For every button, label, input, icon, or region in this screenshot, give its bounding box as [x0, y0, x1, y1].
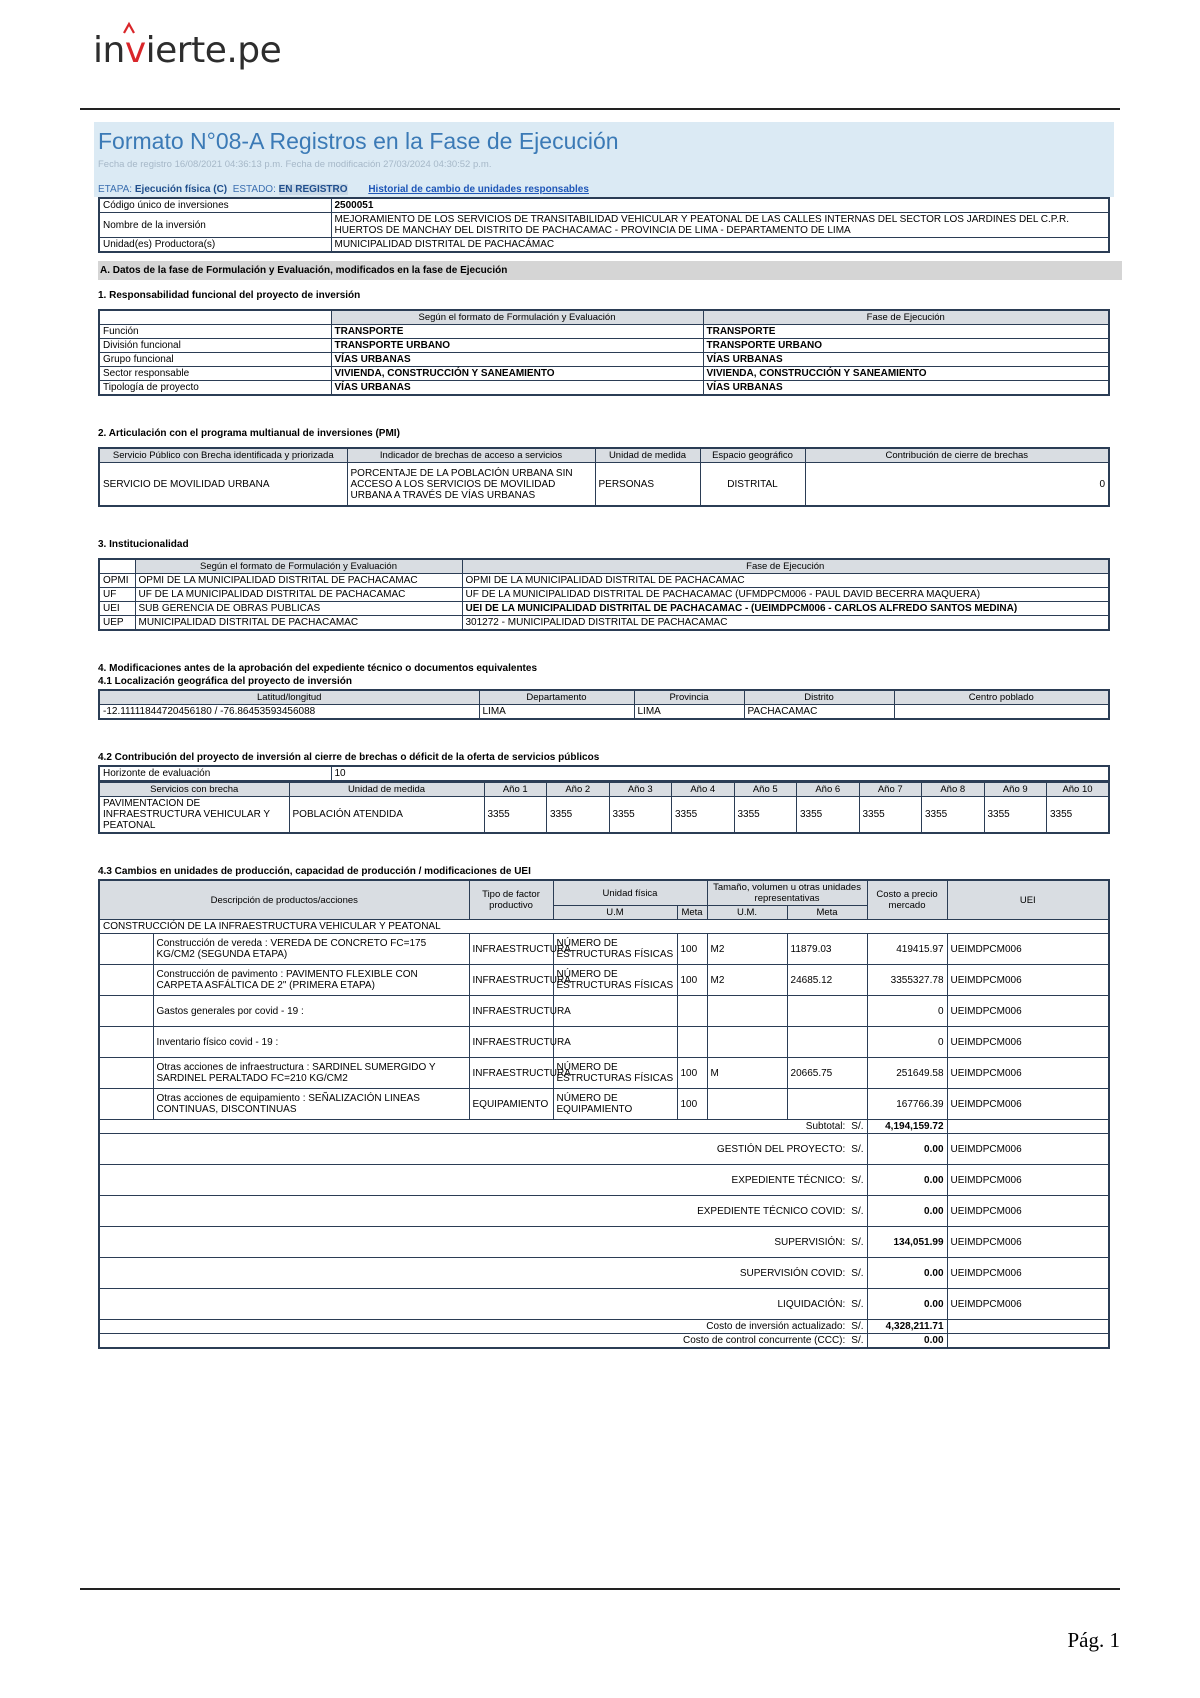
uei-cell [947, 1120, 1109, 1134]
column-header: Espacio geográfico [700, 448, 805, 463]
column-header: Año 9 [984, 783, 1047, 797]
row-label: UEI [99, 602, 135, 616]
product-row [99, 996, 1109, 1027]
column-header: Latitud/longitud [99, 690, 479, 705]
ejecucion-value: VÍAS URBANAS [703, 381, 1109, 396]
total-label-text: Costo de control concurrente (CCC): [682, 1335, 846, 1346]
uei-cell: UEIMDPCM006 [947, 965, 1109, 996]
total-row [99, 1196, 1109, 1227]
meta2-cell [787, 1089, 867, 1120]
tipo-cell: INFRAESTRUCTURA [469, 1027, 553, 1058]
total-label-text: SUPERVISIÓN: [774, 1236, 846, 1248]
tipo-cell: INFRAESTRUCTURA [469, 996, 553, 1027]
uei-cell: UEIMDPCM006 [947, 1089, 1109, 1120]
uei-cell: UEIMDPCM006 [947, 1027, 1109, 1058]
servicio-cell: PAVIMENTACION DE INFRAESTRUCTURA VEHICULAR Y PEATONAL [99, 797, 289, 834]
s2-title: 2. Articulación con el programa multianual de inversiones (PMI) [98, 428, 400, 439]
table-cell: PERSONAS [595, 463, 700, 507]
s1-title: 1. Responsabilidad funcional del proyecto de inversión [98, 290, 361, 301]
ejecucion-value: UEI DE LA MUNICIPALIDAD DISTRITAL DE PACHACAMAC - (UEIMDPCM006 - CARLOS ALFREDO SANTOS MEDINA) [462, 602, 1109, 616]
group-row [99, 920, 1109, 934]
etapa-value: Ejecución física (C) [134, 184, 228, 195]
tipo-cell: INFRAESTRUCTURA [469, 965, 553, 996]
column-header: Departamento [479, 690, 634, 705]
product-row [99, 934, 1109, 965]
row-label: Grupo funcional [99, 353, 331, 367]
total-row [99, 1227, 1109, 1258]
um-cell: NÚMERO DE EQUIPAMIENTO [553, 1089, 677, 1120]
product-row [99, 965, 1109, 996]
anio-cell: 3355 [609, 797, 672, 834]
desc-cell: Gastos generales por covid - 19 : [153, 996, 469, 1027]
spacer-cell [99, 996, 153, 1027]
table-row [99, 367, 1109, 381]
anio-cell: 3355 [484, 797, 547, 834]
formulacion-value: SUB GERENCIA DE OBRAS PUBLICAS [135, 602, 462, 616]
column-header: Contribución de cierre de brechas [805, 448, 1109, 463]
spacer-cell [99, 934, 153, 965]
total-label [99, 1258, 867, 1289]
anio-cell: 3355 [859, 797, 922, 834]
table-cell: -12.11111844720456180 / -76.86453593456088 [99, 705, 479, 720]
column-header: Provincia [634, 690, 744, 705]
total-label [99, 1334, 867, 1349]
column-header: Año 1 [484, 783, 547, 797]
um2-cell [707, 996, 787, 1027]
history-link[interactable]: Historial de cambio de unidades responsables [368, 184, 589, 195]
currency: S/. [851, 1335, 864, 1346]
spacer-cell [99, 1058, 153, 1089]
uei-cell: UEIMDPCM006 [947, 1165, 1109, 1196]
total-value: 0.00 [867, 1165, 947, 1196]
table-cell [894, 705, 1109, 720]
column-header: Año 8 [922, 783, 985, 797]
total-value: 0.00 [867, 1196, 947, 1227]
column-header: Unidad de medida [595, 448, 700, 463]
info-value: MUNICIPALIDAD DISTRITAL DE PACHACÁMAC [331, 238, 1109, 253]
currency: S/. [851, 1236, 864, 1248]
desc-cell: Otras acciones de infraestructura : SARDINEL SUMERGIDO Y SARDINEL PERALTADO FC=210 KG/CM2 [153, 1058, 469, 1089]
ejecucion-value: TRANSPORTE URBANO [703, 339, 1109, 353]
status-line: ETAPA: Ejecución física (C) ESTADO: EN REGISTRO Historial de cambio de unidades responsables [98, 184, 589, 195]
info-label: Nombre de la inversión [99, 213, 331, 238]
um2-cell [707, 1027, 787, 1058]
column-header: Año 10 [1047, 783, 1110, 797]
um2-cell: M [707, 1058, 787, 1089]
table-cell: PORCENTAJE DE LA POBLACIÓN URBANA SIN ACCESO A LOS SERVICIOS DE MOVILIDAD URBANA A TRAVÉS DE VÍAS URBANAS [347, 463, 595, 507]
meta-cell [677, 996, 707, 1027]
page-number: Pág. 1 [1067, 1628, 1120, 1652]
total-label [99, 1196, 867, 1227]
group-label: CONSTRUCCIÓN DE LA INFRAESTRUCTURA VEHICULAR Y PEATONAL [99, 920, 1109, 934]
tipo-cell: EQUIPAMIENTO [469, 1089, 553, 1120]
meta-cell [677, 1027, 707, 1058]
um-cell [553, 1027, 677, 1058]
uei-cell [947, 1320, 1109, 1334]
tipo-cell: INFRAESTRUCTURA [469, 1058, 553, 1089]
formulacion-value: OPMI DE LA MUNICIPALIDAD DISTRITAL DE PACHACAMAC [135, 574, 462, 588]
total-label [99, 1289, 867, 1320]
column-header: Distrito [744, 690, 894, 705]
institucionalidad-table: Según el formato de Formulación y Evaluación Fase de Ejecución OPMI OPMI DE LA MUNICIPALIDAD DISTRITAL DE PACHACAMAC OPMI DE LA MUNICIPALIDAD DISTRITAL DE PACHACAMAC UF UF DE LA MUNICIPALIDAD DISTRITAL DE PACHACAMAC UF DE LA MUNICIPALIDAD DISTRITAL DE PACHACAMAC (UFMDPCM006 - PAUL DAVID BECERRA MAQUERA) UEI SUB GERENCIA DE OBRAS PUBLICAS UEI DE LA MUNICIPALIDAD DISTRITAL DE PACHACAMAC - (UEIMDPCM006 - CARLOS ALFREDO SANTOS MEDINA) UEP MUNICIPALIDAD DISTRITAL DE PACHACAMAC 301272 - MUNICIPALIDAD DISTRITAL DE PACHACAMAC [98, 558, 1110, 631]
info-label: Código único de inversiones [99, 198, 331, 213]
table-row [99, 381, 1109, 396]
formulacion-value: MUNICIPALIDAD DISTRITAL DE PACHACAMAC [135, 616, 462, 631]
anio-cell: 3355 [1047, 797, 1110, 834]
info-table [98, 197, 1110, 253]
total-value: 0.00 [867, 1258, 947, 1289]
row-label: Sector responsable [99, 367, 331, 381]
column-header: Año 4 [672, 783, 735, 797]
page-title: Formato N°08-A Registros en la Fase de Ejecución [98, 128, 619, 154]
currency: S/. [851, 1143, 864, 1155]
column-header: Indicador de brechas de acceso a servicios [347, 448, 595, 463]
responsabilidad-table: Según el formato de Formulación y Evaluación Fase de Ejecución Función TRANSPORTE TRANSPORTE División funcional TRANSPORTE URBANO TRANSPORTE URBANO Grupo funcional VÍAS URBANAS VÍAS URBANAS Sector responsable VIVIENDA, CONSTRUCCIÓN Y SANEAMIENTO VIVIENDA, CONSTRUCCIÓN Y SANEAMIENTO Tipología de proyecto VÍAS URBANAS VÍAS URBANAS [98, 309, 1110, 396]
column-header: Año 3 [609, 783, 672, 797]
total-row [99, 1134, 1109, 1165]
table-cell: SERVICIO DE MOVILIDAD URBANA [99, 463, 347, 507]
meta2-cell: 11879.03 [787, 934, 867, 965]
total-label [99, 1165, 867, 1196]
um2-cell: M2 [707, 934, 787, 965]
total-value: 4,194,159.72 [867, 1120, 947, 1134]
meta2-cell: 24685.12 [787, 965, 867, 996]
s43-title: 4.3 Cambios en unidades de producción, capacidad de producción / modificaciones de UEI [98, 866, 531, 877]
anio-cell: 3355 [547, 797, 610, 834]
total-label [99, 1227, 867, 1258]
info-row [99, 198, 1109, 213]
column-header: Servicio Público con Brecha identificada y priorizada [99, 448, 347, 463]
formulacion-value: VIVIENDA, CONSTRUCCIÓN Y SANEAMIENTO [331, 367, 703, 381]
info-row [99, 238, 1109, 253]
costo-cell: 0 [867, 996, 947, 1027]
logo-mark-icon [123, 22, 135, 34]
total-label-text: GESTIÓN DEL PROYECTO: [716, 1143, 846, 1155]
ejecucion-value: UF DE LA MUNICIPALIDAD DISTRITAL DE PACHACAMAC (UFMDPCM006 - PAUL DAVID BECERRA MAQUERA) [462, 588, 1109, 602]
formulacion-value: TRANSPORTE URBANO [331, 339, 703, 353]
info-label: Unidad(es) Productora(s) [99, 238, 331, 253]
anio-cell: 3355 [984, 797, 1047, 834]
meta-cell: 100 [677, 965, 707, 996]
total-label [99, 1134, 867, 1165]
uei-cell: UEIMDPCM006 [947, 1134, 1109, 1165]
column-header: Unidad de medida [289, 783, 484, 797]
contribucion-table [98, 782, 1110, 834]
s3-title: 3. Institucionalidad [98, 539, 189, 550]
s41-title: 4.1 Localización geográfica del proyecto de inversión [98, 676, 352, 687]
header-band [94, 122, 1114, 197]
formulacion-value: VÍAS URBANAS [331, 353, 703, 367]
table-cell: LIMA [634, 705, 744, 720]
total-row [99, 1258, 1109, 1289]
currency: S/. [851, 1298, 864, 1310]
uei-cell: UEIMDPCM006 [947, 1058, 1109, 1089]
row-label: OPMI [99, 574, 135, 588]
info-value: 2500051 [331, 198, 1109, 213]
uei-cell: UEIMDPCM006 [947, 1196, 1109, 1227]
column-header: Centro poblado [894, 690, 1109, 705]
horizonte-table: Horizonte de evaluación 10 [98, 765, 1110, 782]
desc-cell: Construcción de pavimento : PAVIMENTO FLEXIBLE CON CARPETA ASFÁLTICA DE 2" (PRIMERA ETAPA) [153, 965, 469, 996]
formulacion-value: VÍAS URBANAS [331, 381, 703, 396]
total-row [99, 1320, 1109, 1334]
currency: S/. [851, 1121, 864, 1132]
total-row [99, 1289, 1109, 1320]
uei-cell: UEIMDPCM006 [947, 1258, 1109, 1289]
total-value: 4,328,211.71 [867, 1320, 947, 1334]
table-row [99, 325, 1109, 339]
total-label-text: LIQUIDACIÓN: [777, 1298, 846, 1310]
anio-cell: 3355 [734, 797, 797, 834]
section-a-title: A. Datos de la fase de Formulación y Evaluación, modificados en la fase de Ejecución [98, 261, 1122, 280]
product-row [99, 1058, 1109, 1089]
meta2-cell [787, 1027, 867, 1058]
pmi-table [98, 447, 1110, 507]
spacer-cell [99, 965, 153, 996]
table-row [99, 616, 1109, 631]
total-label-text: EXPEDIENTE TÉCNICO: [731, 1174, 846, 1186]
total-row [99, 1334, 1109, 1349]
ejecucion-value: VÍAS URBANAS [703, 353, 1109, 367]
row-label: UF [99, 588, 135, 602]
costo-cell: 167766.39 [867, 1089, 947, 1120]
total-label-text: Subtotal: [805, 1121, 846, 1132]
total-label-text: Costo de inversión actualizado: [706, 1321, 846, 1332]
s42-title: 4.2 Contribución del proyecto de inversión al cierre de brechas o déficit de la oferta de servicios públicos [98, 752, 600, 763]
total-value: 0.00 [867, 1134, 947, 1165]
spacer-cell [99, 1089, 153, 1120]
um2-cell [707, 1089, 787, 1120]
info-value: MEJORAMIENTO DE LOS SERVICIOS DE TRANSITABILIDAD VEHICULAR Y PEATONAL DE LAS CALLES INTERNAS DEL SECTOR LOS JARDINES DEL C.P.R. HUERTOS DE MANCHAY DEL DISTRITO DE PACHACAMAC - PROVINCIA DE LIMA - DEPARTAMENTO DE LIMA [331, 213, 1109, 238]
total-value: 0.00 [867, 1289, 947, 1320]
table-cell: LIMA [479, 705, 634, 720]
um2-cell: M2 [707, 965, 787, 996]
costo-cell: 419415.97 [867, 934, 947, 965]
desc-cell: Otras acciones de equipamiento : SEÑALIZACIÓN LINEAS CONTINUAS, DISCONTINUAS [153, 1089, 469, 1120]
formulacion-value: TRANSPORTE [331, 325, 703, 339]
anio-cell: 3355 [672, 797, 735, 834]
tipo-cell: INFRAESTRUCTURA [469, 934, 553, 965]
invierte-logo: invierte.pe [93, 30, 282, 71]
total-value: 134,051.99 [867, 1227, 947, 1258]
column-header: Año 2 [547, 783, 610, 797]
footer-rule [80, 1588, 1120, 1590]
meta-cell: 100 [677, 1089, 707, 1120]
costo-cell: 3355327.78 [867, 965, 947, 996]
uei-cell: UEIMDPCM006 [947, 1227, 1109, 1258]
total-label [99, 1120, 867, 1134]
total-row [99, 1120, 1109, 1134]
uei-cell: UEIMDPCM006 [947, 996, 1109, 1027]
um-cell: NÚMERO DE ESTRUCTURAS FÍSICAS [553, 1058, 677, 1089]
costo-cell: 251649.58 [867, 1058, 947, 1089]
meta-cell: 100 [677, 1058, 707, 1089]
product-row [99, 1089, 1109, 1120]
table-row [99, 339, 1109, 353]
s4-title: 4. Modificaciones antes de la aprobación del expediente técnico o documentos equivalentes [98, 663, 538, 674]
product-row [99, 1027, 1109, 1058]
total-row [99, 1165, 1109, 1196]
currency: S/. [851, 1267, 864, 1279]
table-row [99, 588, 1109, 602]
row-label: Tipología de proyecto [99, 381, 331, 396]
table-cell: DISTRITAL [700, 463, 805, 507]
um-cell [553, 996, 677, 1027]
spacer-cell [99, 1027, 153, 1058]
estado-value: EN REGISTRO [278, 184, 348, 195]
currency: S/. [851, 1205, 864, 1217]
column-header: Año 5 [734, 783, 797, 797]
currency: S/. [851, 1174, 864, 1186]
document-body [98, 122, 1110, 1349]
registration-dates: Fecha de registro 16/08/2021 04:36:13 p.m. Fecha de modificación 27/03/2024 04:30:52 p.m. [98, 159, 492, 170]
meta-cell: 100 [677, 934, 707, 965]
column-header: Año 6 [797, 783, 860, 797]
table-row [99, 353, 1109, 367]
table-cell: PACHACAMAC [744, 705, 894, 720]
anio-cell: 3355 [797, 797, 860, 834]
ejecucion-value: OPMI DE LA MUNICIPALIDAD DISTRITAL DE PACHACAMAC [462, 574, 1109, 588]
uei-cell: UEIMDPCM006 [947, 934, 1109, 965]
total-label [99, 1320, 867, 1334]
uei-cell [947, 1334, 1109, 1349]
total-label-text: EXPEDIENTE TÉCNICO COVID: [697, 1205, 846, 1217]
column-header: Servicios con brecha [99, 783, 289, 797]
table-row [99, 574, 1109, 588]
row-label: UEP [99, 616, 135, 631]
localizacion-table [98, 689, 1110, 720]
table-cell: 0 [805, 463, 1109, 507]
ejecucion-value: TRANSPORTE [703, 325, 1109, 339]
column-header: Año 7 [859, 783, 922, 797]
desc-cell: Construcción de vereda : VEREDA DE CONCRETO FC=175 KG/CM2 (SEGUNDA ETAPA) [153, 934, 469, 965]
meta2-cell [787, 996, 867, 1027]
um-cell: NÚMERO DE ESTRUCTURAS FÍSICAS [553, 965, 677, 996]
info-row [99, 213, 1109, 238]
costo-cell: 0 [867, 1027, 947, 1058]
uei-cell: UEIMDPCM006 [947, 1289, 1109, 1320]
total-label-text: SUPERVISIÓN COVID: [739, 1267, 846, 1279]
desc-cell: Inventario físico covid - 19 : [153, 1027, 469, 1058]
table-row [99, 602, 1109, 616]
row-label: Función [99, 325, 331, 339]
ejecucion-value: 301272 - MUNICIPALIDAD DISTRITAL DE PACHACAMAC [462, 616, 1109, 631]
formulacion-value: UF DE LA MUNICIPALIDAD DISTRITAL DE PACHACAMAC [135, 588, 462, 602]
um-cell: NÚMERO DE ESTRUCTURAS FÍSICAS [553, 934, 677, 965]
ejecucion-value: VIVIENDA, CONSTRUCCIÓN Y SANEAMIENTO [703, 367, 1109, 381]
productos-table: Descripción de productos/acciones Tipo de factor productivo Unidad física Tamaño, volumen u otras unidades representativas Costo a precio mercado UEI U.M Meta U.M. Meta CONSTRUCCIÓN DE LA INFRAESTRUCTURA VEHICULAR Y PEATONAL Construcción de vereda : VEREDA DE CONCRETO FC=175 KG/CM2 (SEGUNDA ETAPA) INFRAESTRUCTURA NÚMERO DE ESTRUCTURAS FÍSICAS 100 M2 11879.03 419415.97 UEIMDPCM006 Construcción de pavimento : PAVIMENTO FLEXIBLE CON CARPETA ASFÁLTICA DE 2" (PRIMERA ETAPA) INFRAESTRUCTURA NÚMERO DE ESTRUCTURAS FÍSICAS 100 M2 24685.12 3355327.78 UEIMDPCM006 Gastos generales por covid - 19 : INFRAESTRUCTURA 0 UEIMDPCM006 Inventario físico covid - 19 : INFRAESTRUCTURA 0 UEIMDPCM006 Otras acciones de infraestructura : SARDINEL SUMERGIDO Y SARDINEL PERALTADO FC=210 KG/CM2 INFRAESTRUCTURA NÚMERO DE ESTRUCTURAS FÍSICAS 100 M 20665.75 251649.58 UEIMDPCM006 Otras acciones de equipamiento : SEÑALIZACIÓN LINEAS CONTINUAS, DISCONTINUAS EQUIPAMIENTO NÚMERO DE EQUIPAMIENTO 100 167766.39 UEIMDPCM006 Subtotal: S/. 4,194,159.72 GESTIÓN DEL PROYECTO: S/. 0.00 UEIMDPCM006 EXPEDIENTE TÉCNICO: S/. 0.00 UEIMDPCM006 EXPEDIENTE TÉCNICO COVID: S/. 0.00 UEIMDPCM006 SUPERVISIÓN: S/. 134,051.99 UEIMDPCM006 SUPERVISIÓN COVID: S/. 0.00 UEIMDPCM006 LIQUIDACIÓN: S/. 0.00 UEIMDPCM006 Costo de inversión actualizado: S/. 4,328,211.71 Costo de control concurrente (CCC): S/. 0.00 [98, 879, 1110, 1349]
header-rule [80, 108, 1120, 110]
meta2-cell: 20665.75 [787, 1058, 867, 1089]
anio-cell: 3355 [922, 797, 985, 834]
total-value: 0.00 [867, 1334, 947, 1349]
currency: S/. [851, 1321, 864, 1332]
unidad-cell: POBLACIÓN ATENDIDA [289, 797, 484, 834]
row-label: División funcional [99, 339, 331, 353]
